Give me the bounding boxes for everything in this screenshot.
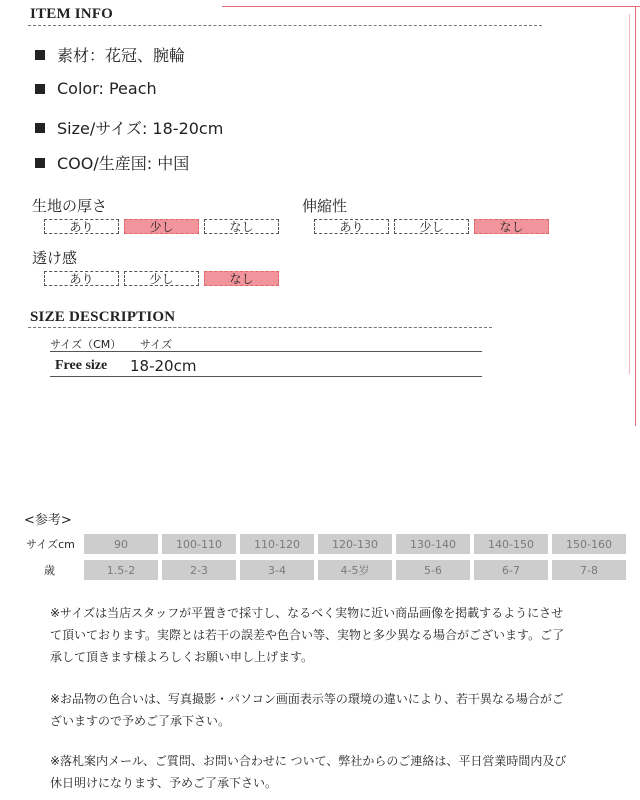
transparency-option-ari: あり bbox=[44, 271, 119, 286]
spec-text: Color: Peach bbox=[57, 79, 157, 98]
reference-row-label: 歳 bbox=[24, 560, 80, 580]
note-color: ※お品物の色合いは、写真撮影・パソコン画面表示等の環境の違いにより、若干異なる場合がございますので予めご了承下さい。 bbox=[50, 692, 564, 728]
thickness-option-ari: あり bbox=[44, 219, 119, 234]
spec-material bbox=[35, 43, 185, 66]
thickness-option-nashi: なし bbox=[204, 219, 279, 234]
size-description-divider-line bbox=[28, 327, 492, 328]
reference-cell: 150-160 bbox=[548, 534, 626, 554]
note-contact: ※落札案内メール、ご質問、お問い合わせに ついて、弊社からのご連絡は、平日営業時間内及び休日明けになります、予めご了承下さい。 bbox=[50, 754, 567, 790]
thickness-option-sukoshi: 少し bbox=[124, 219, 199, 234]
spec-text: 素材：花冠、腕輪 bbox=[57, 46, 186, 65]
spec-text: Size/サイズ: 18-20cm bbox=[57, 119, 224, 138]
reference-cell: 1.5-2 bbox=[80, 560, 158, 580]
reference-row-size bbox=[24, 534, 626, 554]
bullet-square-icon bbox=[35, 123, 45, 133]
stretch-option-sukoshi: 少し bbox=[394, 219, 469, 234]
spec-coo bbox=[35, 151, 189, 174]
reference-title: <参考> bbox=[24, 513, 72, 528]
note-size: ※サイズは当店スタッフが平置きで採寸し、なるべく実物に近い商品画像を掲載するようにさせて頂いております。実際とは若干の誤差や色合い等、実物と多少異なる場合がございます。ご了承して頂きます様よろしくお願い申し上げます。 bbox=[50, 606, 565, 664]
size-header-underline bbox=[50, 351, 482, 352]
bullet-square-icon bbox=[35, 158, 45, 168]
stretch-option-nashi: なし bbox=[474, 219, 549, 234]
spec-text: COO/生産国: 中国 bbox=[57, 154, 190, 173]
reference-cell: 2-3 bbox=[158, 560, 236, 580]
decorative-right-line-inner bbox=[629, 14, 630, 374]
thickness-options bbox=[44, 219, 279, 234]
reference-table bbox=[24, 528, 626, 586]
reference-cell: 6-7 bbox=[470, 560, 548, 580]
reference-cell: 100-110 bbox=[158, 534, 236, 554]
stretch-option-ari: あり bbox=[314, 219, 389, 234]
transparency-label: 透け感 bbox=[32, 249, 78, 267]
transparency-option-sukoshi: 少し bbox=[124, 271, 199, 286]
reference-cell: 5-6 bbox=[392, 560, 470, 580]
reference-cell: 140-150 bbox=[470, 534, 548, 554]
item-info-title: ITEM INFO bbox=[30, 6, 114, 22]
size-header-col1: サイズ（CM） bbox=[50, 338, 122, 351]
reference-cell: 130-140 bbox=[392, 534, 470, 554]
stretch-options bbox=[314, 219, 549, 234]
transparency-option-nashi: なし bbox=[204, 271, 279, 286]
bullet-square-icon bbox=[35, 50, 45, 60]
reference-cell: 4-5岁 bbox=[314, 560, 392, 580]
size-row-underline bbox=[50, 376, 482, 377]
item-info-divider bbox=[28, 25, 542, 26]
transparency-options bbox=[44, 271, 279, 286]
reference-cell: 90 bbox=[80, 534, 158, 554]
spec-size bbox=[35, 116, 223, 139]
size-row-label: Free size bbox=[55, 358, 108, 373]
size-header-col2: サイズ bbox=[140, 338, 173, 351]
stretch-label: 伸縮性 bbox=[302, 197, 348, 215]
reference-cell: 110-120 bbox=[236, 534, 314, 554]
reference-cell: 7-8 bbox=[548, 560, 626, 580]
size-description-title: SIZE DESCRIPTION bbox=[30, 309, 176, 325]
spec-color bbox=[35, 79, 157, 98]
thickness-label: 生地の厚さ bbox=[32, 197, 108, 215]
reference-cell: 3-4 bbox=[236, 560, 314, 580]
reference-row-label: サイズcm bbox=[24, 534, 80, 554]
bullet-square-icon bbox=[35, 84, 45, 94]
reference-cell: 120-130 bbox=[314, 534, 392, 554]
decorative-top-line bbox=[222, 6, 640, 7]
decorative-right-line bbox=[635, 6, 636, 426]
size-row-value: 18-20cm bbox=[130, 357, 197, 375]
reference-row-age bbox=[24, 560, 626, 580]
